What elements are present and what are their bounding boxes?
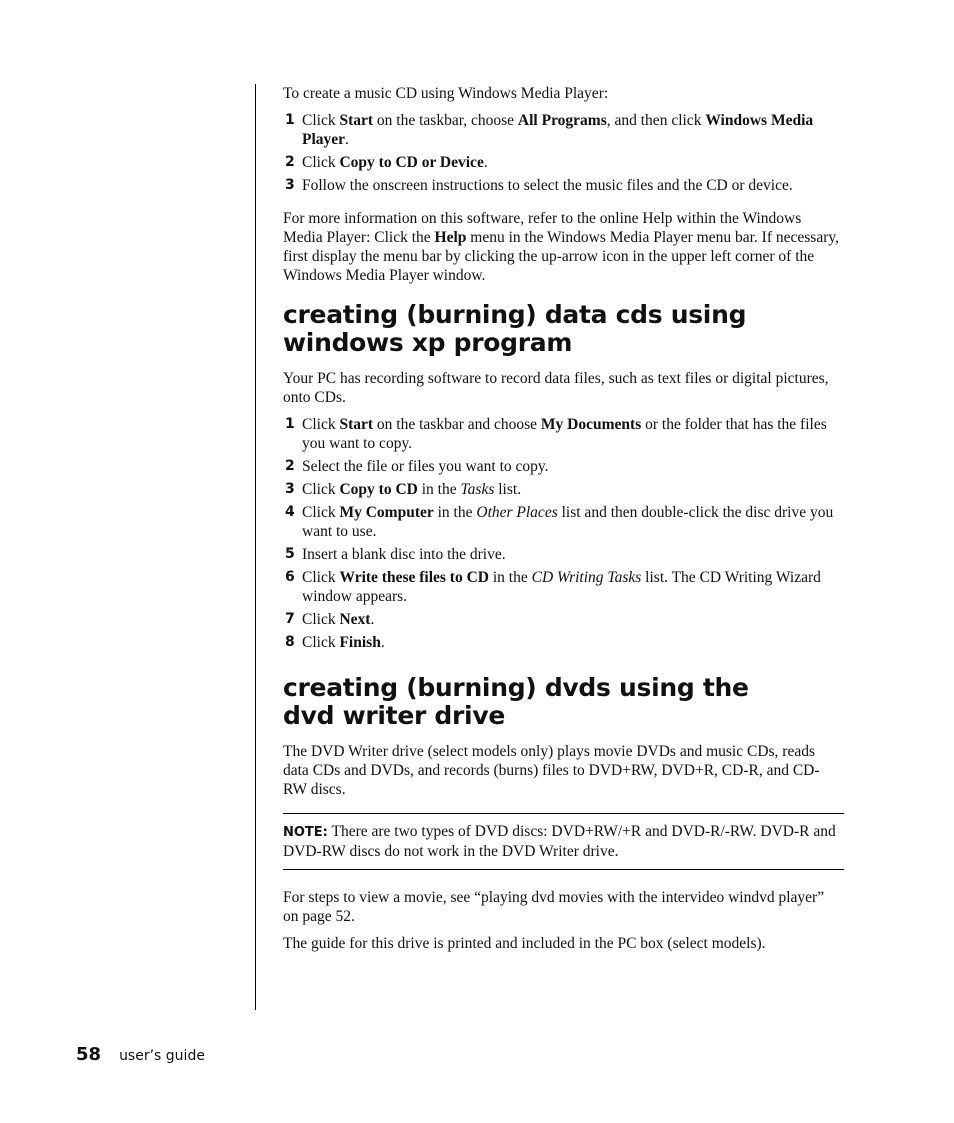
text-run: Click bbox=[302, 504, 340, 521]
bold-term: Next bbox=[339, 611, 371, 628]
step-item bbox=[283, 111, 843, 149]
text-run: list. bbox=[494, 481, 522, 498]
step-text bbox=[302, 416, 827, 452]
page-number: 58 bbox=[76, 1044, 102, 1065]
text-run: Click bbox=[302, 569, 340, 586]
text-run: Follow the onscreen instructions to select the music files and the CD or device. bbox=[302, 177, 793, 194]
italic-term: Other Places bbox=[476, 504, 558, 521]
bold-term: All Programs bbox=[517, 112, 607, 129]
text-run: , and then click bbox=[606, 112, 706, 129]
data-cd-heading-line2: windows xp program bbox=[283, 328, 573, 357]
note-label: NOTE: bbox=[283, 825, 328, 840]
text-run: list. The CD Writing Wizard window appears. bbox=[302, 569, 821, 605]
text-run: or the folder that has the files you want to copy. bbox=[302, 416, 827, 452]
text-run: on the taskbar and choose bbox=[373, 416, 541, 433]
text-run: . bbox=[345, 131, 349, 148]
step-number: 2 bbox=[285, 458, 295, 474]
text-run: For more information on this software, refer to the online Help within the Windows Media Player: Click the bbox=[283, 210, 802, 246]
bold-term: Copy to CD bbox=[339, 481, 418, 498]
step-text bbox=[302, 177, 793, 194]
step-item bbox=[283, 415, 843, 453]
text-run: . bbox=[483, 154, 488, 171]
text-run: Insert a blank disc into the drive. bbox=[302, 546, 506, 563]
dvd-heading-line2: dvd writer drive bbox=[283, 701, 505, 730]
page-footer bbox=[76, 1044, 205, 1065]
step-item bbox=[283, 545, 843, 564]
text-run: . bbox=[370, 611, 375, 628]
bold-term: Start bbox=[339, 416, 374, 433]
step-text bbox=[302, 112, 813, 148]
text-run: list and then double-click the disc drive you want to use. bbox=[302, 504, 834, 540]
bold-term: Finish bbox=[339, 634, 381, 651]
step-text bbox=[302, 504, 833, 540]
text-run: . bbox=[380, 634, 385, 651]
music-cd-steps bbox=[283, 111, 843, 195]
text-run: Click bbox=[302, 112, 340, 129]
more-info-paragraph bbox=[283, 209, 843, 285]
step-item bbox=[283, 457, 843, 476]
dvd-heading bbox=[283, 674, 843, 730]
step-number: 8 bbox=[285, 634, 295, 650]
italic-term: Tasks bbox=[460, 481, 495, 498]
step-item bbox=[283, 176, 843, 195]
step-number: 2 bbox=[285, 154, 295, 170]
margin-rule bbox=[255, 84, 256, 1010]
step-item bbox=[283, 568, 843, 606]
step-number: 3 bbox=[285, 177, 295, 193]
guide-paragraph: The guide for this drive is printed and included in the PC box (select models). bbox=[283, 935, 766, 952]
dvd-heading-line1: creating (burning) dvds using the bbox=[283, 673, 749, 702]
bold-term: My Documents bbox=[540, 416, 642, 433]
note-box bbox=[283, 813, 844, 870]
step-item bbox=[283, 633, 843, 652]
bold-term: Windows Media Player bbox=[302, 112, 814, 148]
step-number: 7 bbox=[285, 611, 295, 627]
text-run: Click bbox=[302, 611, 340, 628]
step-number: 1 bbox=[285, 416, 295, 432]
bold-term: Help bbox=[434, 229, 467, 246]
bold-term: Copy to CD or Device bbox=[339, 154, 484, 171]
bold-term: My Computer bbox=[339, 504, 434, 521]
step-text bbox=[302, 569, 821, 605]
data-cd-heading bbox=[283, 301, 843, 357]
step-item bbox=[283, 503, 843, 541]
step-number: 6 bbox=[285, 569, 295, 585]
text-run: in the bbox=[433, 504, 477, 521]
step-item bbox=[283, 480, 843, 499]
text-run: in the bbox=[417, 481, 461, 498]
bold-term: Start bbox=[339, 112, 374, 129]
main-column bbox=[283, 84, 843, 961]
step-item bbox=[283, 610, 843, 629]
dvd-intro: The DVD Writer drive (select models only) plays movie DVDs and music CDs, reads data CDs and DVDs, and records (burns) files to DVD+RW, DVD+R, CD-R, and CD-RW discs. bbox=[283, 743, 820, 798]
text-run: Click bbox=[302, 634, 340, 651]
view-movie-paragraph: For steps to view a movie, see “playing dvd movies with the intervideo windvd player” on page 52. bbox=[283, 889, 825, 925]
text-run: in the bbox=[488, 569, 532, 586]
step-text bbox=[302, 154, 488, 171]
text-run: menu in the Windows Media Player menu bar. If necessary, first display the menu bar by clicking the up-arrow icon in the upper left corner of the Windows Media Player window. bbox=[283, 229, 839, 284]
music-cd-intro: To create a music CD using Windows Media Player: bbox=[283, 85, 609, 102]
text-run: on the taskbar, choose bbox=[373, 112, 518, 129]
bold-term: Write these files to CD bbox=[339, 569, 489, 586]
step-number: 4 bbox=[285, 504, 295, 520]
step-text bbox=[302, 546, 506, 563]
data-cd-intro: Your PC has recording software to record data files, such as text files or digital pictures, onto CDs. bbox=[283, 370, 829, 406]
step-text bbox=[302, 458, 549, 475]
text-run: Click bbox=[302, 481, 340, 498]
note-text: There are two types of DVD discs: DVD+RW/+R and DVD-R/-RW. DVD-R and DVD-RW discs do not work in the DVD Writer drive. bbox=[283, 823, 836, 860]
step-number: 1 bbox=[285, 112, 295, 128]
footer-title: user’s guide bbox=[119, 1048, 205, 1064]
step-number: 5 bbox=[285, 546, 295, 562]
step-text bbox=[302, 611, 374, 628]
data-cd-heading-line1: creating (burning) data cds using bbox=[283, 300, 747, 329]
text-run: Click bbox=[302, 154, 340, 171]
text-run: Click bbox=[302, 416, 340, 433]
italic-term: CD Writing Tasks bbox=[531, 569, 642, 586]
step-text bbox=[302, 634, 385, 651]
step-item bbox=[283, 153, 843, 172]
step-number: 3 bbox=[285, 481, 295, 497]
step-text bbox=[302, 481, 521, 498]
data-cd-steps bbox=[283, 415, 843, 652]
text-run: Select the file or files you want to copy. bbox=[302, 458, 549, 475]
